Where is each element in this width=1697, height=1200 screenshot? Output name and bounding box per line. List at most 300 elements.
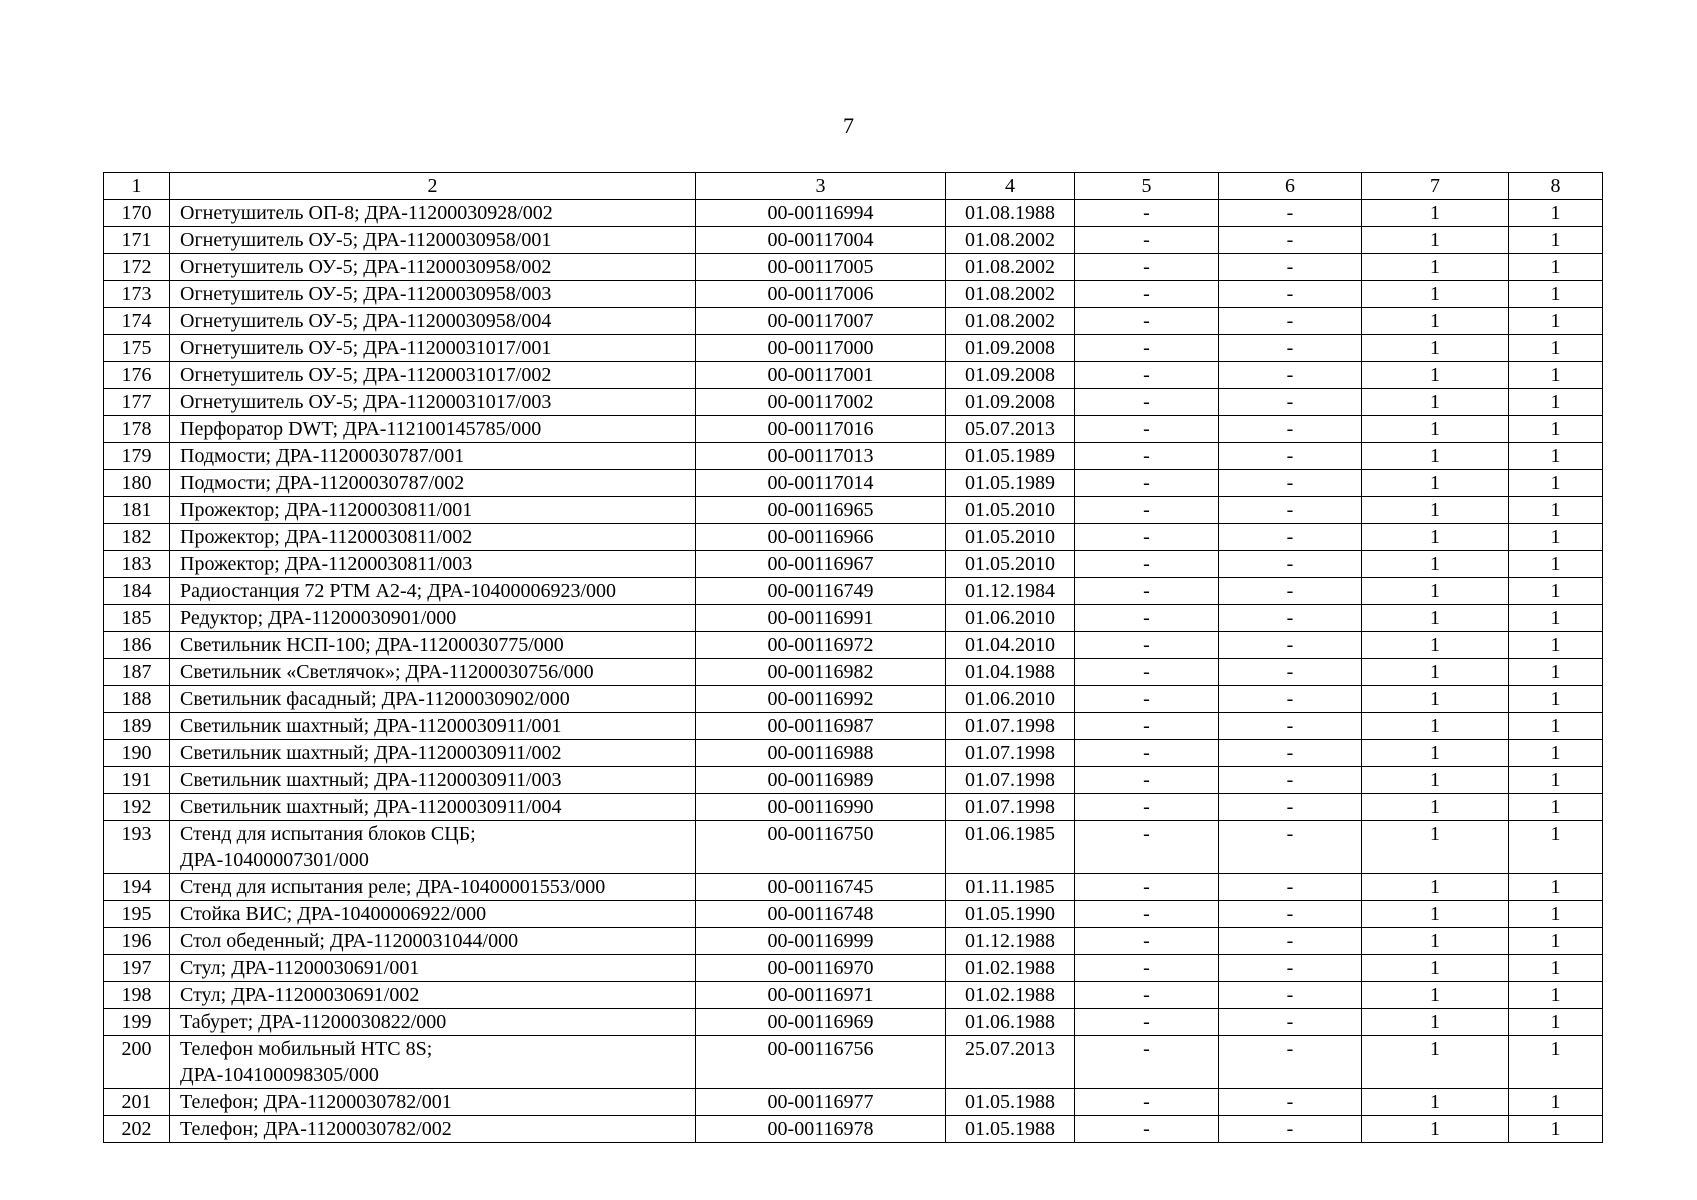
date-cell: 01.05.1988 [946, 1116, 1075, 1143]
inventory-number-cell: 00-00116987 [696, 713, 946, 740]
item-name-cell: Прожектор; ДРА-11200030811/002 [170, 524, 696, 551]
inventory-table [103, 172, 1603, 1143]
col5-cell: - [1075, 470, 1219, 497]
col7-cell: 1 [1362, 955, 1509, 982]
item-name-cell: Огнетушитель ОП-8; ДРА-11200030928/002 [170, 200, 696, 227]
inventory-number-cell: 00-00116982 [696, 659, 946, 686]
item-name-cell: Огнетушитель ОУ-5; ДРА-11200031017/003 [170, 389, 696, 416]
col8-cell: 1 [1509, 497, 1603, 524]
col8-cell: 1 [1509, 767, 1603, 794]
date-cell: 05.07.2013 [946, 416, 1075, 443]
table-row [104, 713, 1603, 740]
row-number-cell: 180 [104, 470, 170, 497]
col8-cell: 1 [1509, 200, 1603, 227]
column-header: 3 [696, 173, 946, 200]
inventory-number-cell: 00-00116994 [696, 200, 946, 227]
inventory-number-cell: 00-00116999 [696, 928, 946, 955]
table-row [104, 200, 1603, 227]
table-row [104, 551, 1603, 578]
table-row [104, 389, 1603, 416]
col5-cell: - [1075, 416, 1219, 443]
item-name-cell: Стул; ДРА-11200030691/002 [170, 982, 696, 1009]
col8-cell: 1 [1509, 740, 1603, 767]
col6-cell: - [1219, 901, 1362, 928]
item-name-cell: Светильник шахтный; ДРА-11200030911/004 [170, 794, 696, 821]
inventory-number-cell: 00-00117005 [696, 254, 946, 281]
table-row [104, 659, 1603, 686]
date-cell: 01.06.2010 [946, 686, 1075, 713]
inventory-number-cell: 00-00117016 [696, 416, 946, 443]
date-cell: 01.05.2010 [946, 551, 1075, 578]
row-number-cell: 173 [104, 281, 170, 308]
inventory-number-cell: 00-00116967 [696, 551, 946, 578]
table-row [104, 308, 1603, 335]
item-name-cell: Телефон; ДРА-11200030782/001 [170, 1089, 696, 1116]
table-row [104, 740, 1603, 767]
date-cell: 01.05.1988 [946, 1089, 1075, 1116]
col6-cell: - [1219, 389, 1362, 416]
col5-cell: - [1075, 821, 1219, 874]
item-name-cell: Телефон мобильный HTC 8S; ДРА-104100098305/000 [170, 1036, 696, 1089]
inventory-number-cell: 00-00116992 [696, 686, 946, 713]
col6-cell: - [1219, 659, 1362, 686]
row-number-cell: 199 [104, 1009, 170, 1036]
col7-cell: 1 [1362, 874, 1509, 901]
col5-cell: - [1075, 794, 1219, 821]
col8-cell: 1 [1509, 901, 1603, 928]
date-cell: 01.06.2010 [946, 605, 1075, 632]
date-cell: 01.07.1998 [946, 713, 1075, 740]
col7-cell: 1 [1362, 982, 1509, 1009]
col8-cell: 1 [1509, 362, 1603, 389]
col7-cell: 1 [1362, 362, 1509, 389]
row-number-cell: 202 [104, 1116, 170, 1143]
row-number-cell: 194 [104, 874, 170, 901]
col8-cell: 1 [1509, 551, 1603, 578]
col6-cell: - [1219, 551, 1362, 578]
col5-cell: - [1075, 335, 1219, 362]
table-row [104, 416, 1603, 443]
col8-cell: 1 [1509, 1116, 1603, 1143]
row-number-cell: 188 [104, 686, 170, 713]
item-name-cell: Прожектор; ДРА-11200030811/001 [170, 497, 696, 524]
col5-cell: - [1075, 524, 1219, 551]
col6-cell: - [1219, 1089, 1362, 1116]
item-name-cell: Светильник шахтный; ДРА-11200030911/002 [170, 740, 696, 767]
item-name-cell: Подмости; ДРА-11200030787/001 [170, 443, 696, 470]
item-name-cell: Стенд для испытания блоков СЦБ; ДРА-10400007301/000 [170, 821, 696, 874]
date-cell: 25.07.2013 [946, 1036, 1075, 1089]
col7-cell: 1 [1362, 901, 1509, 928]
col5-cell: - [1075, 551, 1219, 578]
table-row [104, 497, 1603, 524]
item-name-cell: Огнетушитель ОУ-5; ДРА-11200030958/004 [170, 308, 696, 335]
col7-cell: 1 [1362, 686, 1509, 713]
col7-cell: 1 [1362, 254, 1509, 281]
col5-cell: - [1075, 982, 1219, 1009]
col8-cell: 1 [1509, 659, 1603, 686]
col7-cell: 1 [1362, 281, 1509, 308]
col7-cell: 1 [1362, 227, 1509, 254]
col8-cell: 1 [1509, 335, 1603, 362]
item-name-cell: Огнетушитель ОУ-5; ДРА-11200030958/001 [170, 227, 696, 254]
col8-cell: 1 [1509, 632, 1603, 659]
col7-cell: 1 [1362, 928, 1509, 955]
inventory-number-cell: 00-00117007 [696, 308, 946, 335]
item-name-cell: Стенд для испытания реле; ДРА-10400001553/000 [170, 874, 696, 901]
col5-cell: - [1075, 281, 1219, 308]
col8-cell: 1 [1509, 227, 1603, 254]
date-cell: 01.12.1988 [946, 928, 1075, 955]
item-name-cell: Прожектор; ДРА-11200030811/003 [170, 551, 696, 578]
column-header: 6 [1219, 173, 1362, 200]
table-row [104, 362, 1603, 389]
row-number-cell: 170 [104, 200, 170, 227]
col6-cell: - [1219, 416, 1362, 443]
date-cell: 01.06.1985 [946, 821, 1075, 874]
inventory-number-cell: 00-00116750 [696, 821, 946, 874]
table-row [104, 578, 1603, 605]
inventory-number-cell: 00-00116745 [696, 874, 946, 901]
item-name-cell: Радиостанция 72 РТМ А2-4; ДРА-10400006923/000 [170, 578, 696, 605]
date-cell: 01.08.2002 [946, 281, 1075, 308]
column-header: 4 [946, 173, 1075, 200]
item-name-cell: Стул; ДРА-11200030691/001 [170, 955, 696, 982]
date-cell: 01.05.2010 [946, 497, 1075, 524]
col5-cell: - [1075, 713, 1219, 740]
table-row [104, 1089, 1603, 1116]
col7-cell: 1 [1362, 389, 1509, 416]
table-row [104, 901, 1603, 928]
col8-cell: 1 [1509, 254, 1603, 281]
row-number-cell: 195 [104, 901, 170, 928]
inventory-number-cell: 00-00116977 [696, 1089, 946, 1116]
row-number-cell: 193 [104, 821, 170, 874]
row-number-cell: 175 [104, 335, 170, 362]
col8-cell: 1 [1509, 1036, 1603, 1089]
column-header: 2 [170, 173, 696, 200]
col8-cell: 1 [1509, 470, 1603, 497]
table-row [104, 227, 1603, 254]
date-cell: 01.06.1988 [946, 1009, 1075, 1036]
col6-cell: - [1219, 227, 1362, 254]
col5-cell: - [1075, 874, 1219, 901]
inventory-number-cell: 00-00116990 [696, 794, 946, 821]
inventory-number-cell: 00-00117001 [696, 362, 946, 389]
date-cell: 01.12.1984 [946, 578, 1075, 605]
table-row [104, 821, 1603, 874]
col5-cell: - [1075, 362, 1219, 389]
col6-cell: - [1219, 767, 1362, 794]
col7-cell: 1 [1362, 659, 1509, 686]
date-cell: 01.07.1998 [946, 740, 1075, 767]
date-cell: 01.08.2002 [946, 254, 1075, 281]
table-row [104, 605, 1603, 632]
row-number-cell: 186 [104, 632, 170, 659]
row-number-cell: 171 [104, 227, 170, 254]
col6-cell: - [1219, 928, 1362, 955]
row-number-cell: 201 [104, 1089, 170, 1116]
col8-cell: 1 [1509, 874, 1603, 901]
inventory-number-cell: 00-00116966 [696, 524, 946, 551]
item-name-cell: Стол обеденный; ДРА-11200031044/000 [170, 928, 696, 955]
col6-cell: - [1219, 497, 1362, 524]
item-name-cell: Светильник фасадный; ДРА-11200030902/000 [170, 686, 696, 713]
col6-cell: - [1219, 794, 1362, 821]
col8-cell: 1 [1509, 1089, 1603, 1116]
inventory-number-cell: 00-00116989 [696, 767, 946, 794]
col5-cell: - [1075, 1089, 1219, 1116]
col8-cell: 1 [1509, 955, 1603, 982]
col8-cell: 1 [1509, 281, 1603, 308]
col5-cell: - [1075, 578, 1219, 605]
col6-cell: - [1219, 281, 1362, 308]
item-name-cell: Огнетушитель ОУ-5; ДРА-11200030958/002 [170, 254, 696, 281]
col5-cell: - [1075, 659, 1219, 686]
col7-cell: 1 [1362, 551, 1509, 578]
col7-cell: 1 [1362, 794, 1509, 821]
inventory-number-cell: 00-00117006 [696, 281, 946, 308]
col6-cell: - [1219, 335, 1362, 362]
col5-cell: - [1075, 1036, 1219, 1089]
col8-cell: 1 [1509, 524, 1603, 551]
col6-cell: - [1219, 874, 1362, 901]
col5-cell: - [1075, 389, 1219, 416]
row-number-cell: 177 [104, 389, 170, 416]
col5-cell: - [1075, 901, 1219, 928]
row-number-cell: 191 [104, 767, 170, 794]
table-row [104, 1009, 1603, 1036]
col6-cell: - [1219, 1009, 1362, 1036]
page-number: 7 [843, 113, 854, 138]
row-number-cell: 197 [104, 955, 170, 982]
table-row [104, 443, 1603, 470]
col6-cell: - [1219, 821, 1362, 874]
col7-cell: 1 [1362, 416, 1509, 443]
table-row [104, 470, 1603, 497]
row-number-cell: 192 [104, 794, 170, 821]
table-row [104, 955, 1603, 982]
date-cell: 01.09.2008 [946, 362, 1075, 389]
col7-cell: 1 [1362, 308, 1509, 335]
row-number-cell: 200 [104, 1036, 170, 1089]
row-number-cell: 174 [104, 308, 170, 335]
table-row [104, 767, 1603, 794]
col5-cell: - [1075, 497, 1219, 524]
col6-cell: - [1219, 632, 1362, 659]
date-cell: 01.08.2002 [946, 308, 1075, 335]
inventory-number-cell: 00-00117004 [696, 227, 946, 254]
inventory-number-cell: 00-00116991 [696, 605, 946, 632]
col8-cell: 1 [1509, 821, 1603, 874]
inventory-number-cell: 00-00116988 [696, 740, 946, 767]
date-cell: 01.09.2008 [946, 389, 1075, 416]
row-number-cell: 182 [104, 524, 170, 551]
inventory-number-cell: 00-00116971 [696, 982, 946, 1009]
date-cell: 01.07.1998 [946, 767, 1075, 794]
inventory-number-cell: 00-00117000 [696, 335, 946, 362]
col7-cell: 1 [1362, 740, 1509, 767]
col7-cell: 1 [1362, 470, 1509, 497]
col8-cell: 1 [1509, 416, 1603, 443]
table-row [104, 254, 1603, 281]
col7-cell: 1 [1362, 1089, 1509, 1116]
date-cell: 01.07.1998 [946, 794, 1075, 821]
col7-cell: 1 [1362, 497, 1509, 524]
date-cell: 01.02.1988 [946, 955, 1075, 982]
inventory-number-cell: 00-00116965 [696, 497, 946, 524]
col5-cell: - [1075, 740, 1219, 767]
item-name-cell: Светильник шахтный; ДРА-11200030911/003 [170, 767, 696, 794]
table-row [104, 1036, 1603, 1089]
row-number-cell: 181 [104, 497, 170, 524]
table-row [104, 524, 1603, 551]
col5-cell: - [1075, 443, 1219, 470]
date-cell: 01.05.1989 [946, 470, 1075, 497]
col8-cell: 1 [1509, 713, 1603, 740]
col6-cell: - [1219, 713, 1362, 740]
col8-cell: 1 [1509, 982, 1603, 1009]
col6-cell: - [1219, 362, 1362, 389]
table-row [104, 335, 1603, 362]
table-row [104, 281, 1603, 308]
item-name-cell: Перфоратор DWT; ДРА-112100145785/000 [170, 416, 696, 443]
col5-cell: - [1075, 767, 1219, 794]
table-row [104, 928, 1603, 955]
inventory-number-cell: 00-00117002 [696, 389, 946, 416]
col6-cell: - [1219, 686, 1362, 713]
col7-cell: 1 [1362, 524, 1509, 551]
col8-cell: 1 [1509, 308, 1603, 335]
inventory-number-cell: 00-00116972 [696, 632, 946, 659]
date-cell: 01.08.2002 [946, 227, 1075, 254]
column-header: 5 [1075, 173, 1219, 200]
col8-cell: 1 [1509, 928, 1603, 955]
row-number-cell: 179 [104, 443, 170, 470]
table-row [104, 686, 1603, 713]
col6-cell: - [1219, 254, 1362, 281]
col7-cell: 1 [1362, 1036, 1509, 1089]
item-name-cell: Стойка ВИС; ДРА-10400006922/000 [170, 901, 696, 928]
date-cell: 01.08.1988 [946, 200, 1075, 227]
col8-cell: 1 [1509, 605, 1603, 632]
row-number-cell: 187 [104, 659, 170, 686]
col5-cell: - [1075, 605, 1219, 632]
col6-cell: - [1219, 578, 1362, 605]
col6-cell: - [1219, 955, 1362, 982]
inventory-number-cell: 00-00116748 [696, 901, 946, 928]
item-name-cell: Огнетушитель ОУ-5; ДРА-11200030958/003 [170, 281, 696, 308]
inventory-number-cell: 00-00116970 [696, 955, 946, 982]
date-cell: 01.05.1989 [946, 443, 1075, 470]
col6-cell: - [1219, 524, 1362, 551]
date-cell: 01.11.1985 [946, 874, 1075, 901]
row-number-cell: 183 [104, 551, 170, 578]
row-number-cell: 184 [104, 578, 170, 605]
column-header: 1 [104, 173, 170, 200]
col5-cell: - [1075, 632, 1219, 659]
date-cell: 01.04.1988 [946, 659, 1075, 686]
column-header: 8 [1509, 173, 1603, 200]
row-number-cell: 198 [104, 982, 170, 1009]
col5-cell: - [1075, 254, 1219, 281]
col7-cell: 1 [1362, 578, 1509, 605]
col6-cell: - [1219, 200, 1362, 227]
col6-cell: - [1219, 443, 1362, 470]
col8-cell: 1 [1509, 686, 1603, 713]
row-number-cell: 190 [104, 740, 170, 767]
item-name-cell: Подмости; ДРА-11200030787/002 [170, 470, 696, 497]
col7-cell: 1 [1362, 335, 1509, 362]
col7-cell: 1 [1362, 200, 1509, 227]
column-header: 7 [1362, 173, 1509, 200]
table-row [104, 632, 1603, 659]
inventory-number-cell: 00-00116749 [696, 578, 946, 605]
date-cell: 01.09.2008 [946, 335, 1075, 362]
col5-cell: - [1075, 308, 1219, 335]
inventory-number-cell: 00-00117013 [696, 443, 946, 470]
date-cell: 01.04.2010 [946, 632, 1075, 659]
col8-cell: 1 [1509, 389, 1603, 416]
col5-cell: - [1075, 200, 1219, 227]
row-number-cell: 178 [104, 416, 170, 443]
col7-cell: 1 [1362, 1009, 1509, 1036]
col7-cell: 1 [1362, 443, 1509, 470]
col8-cell: 1 [1509, 443, 1603, 470]
inventory-number-cell: 00-00116978 [696, 1116, 946, 1143]
item-name-cell: Телефон; ДРА-11200030782/002 [170, 1116, 696, 1143]
col7-cell: 1 [1362, 767, 1509, 794]
table-row [104, 982, 1603, 1009]
item-name-cell: Светильник «Светлячок»; ДРА-11200030756/000 [170, 659, 696, 686]
col6-cell: - [1219, 1036, 1362, 1089]
inventory-number-cell: 00-00116969 [696, 1009, 946, 1036]
row-number-cell: 172 [104, 254, 170, 281]
col8-cell: 1 [1509, 1009, 1603, 1036]
col6-cell: - [1219, 740, 1362, 767]
col6-cell: - [1219, 605, 1362, 632]
row-number-cell: 185 [104, 605, 170, 632]
col7-cell: 1 [1362, 713, 1509, 740]
col7-cell: 1 [1362, 605, 1509, 632]
col7-cell: 1 [1362, 821, 1509, 874]
column-number-row [104, 173, 1603, 200]
item-name-cell: Светильник шахтный; ДРА-11200030911/001 [170, 713, 696, 740]
item-name-cell: Огнетушитель ОУ-5; ДРА-11200031017/002 [170, 362, 696, 389]
table-row [104, 1116, 1603, 1143]
col6-cell: - [1219, 470, 1362, 497]
date-cell: 01.05.1990 [946, 901, 1075, 928]
col5-cell: - [1075, 227, 1219, 254]
col6-cell: - [1219, 982, 1362, 1009]
col5-cell: - [1075, 955, 1219, 982]
col5-cell: - [1075, 928, 1219, 955]
table-row [104, 874, 1603, 901]
col6-cell: - [1219, 1116, 1362, 1143]
item-name-cell: Редуктор; ДРА-11200030901/000 [170, 605, 696, 632]
item-name-cell: Табурет; ДРА-11200030822/000 [170, 1009, 696, 1036]
col8-cell: 1 [1509, 578, 1603, 605]
row-number-cell: 196 [104, 928, 170, 955]
table-row [104, 794, 1603, 821]
col7-cell: 1 [1362, 1116, 1509, 1143]
col5-cell: - [1075, 686, 1219, 713]
row-number-cell: 176 [104, 362, 170, 389]
col8-cell: 1 [1509, 794, 1603, 821]
item-name-cell: Светильник НСП-100; ДРА-11200030775/000 [170, 632, 696, 659]
col5-cell: - [1075, 1009, 1219, 1036]
inventory-number-cell: 00-00117014 [696, 470, 946, 497]
